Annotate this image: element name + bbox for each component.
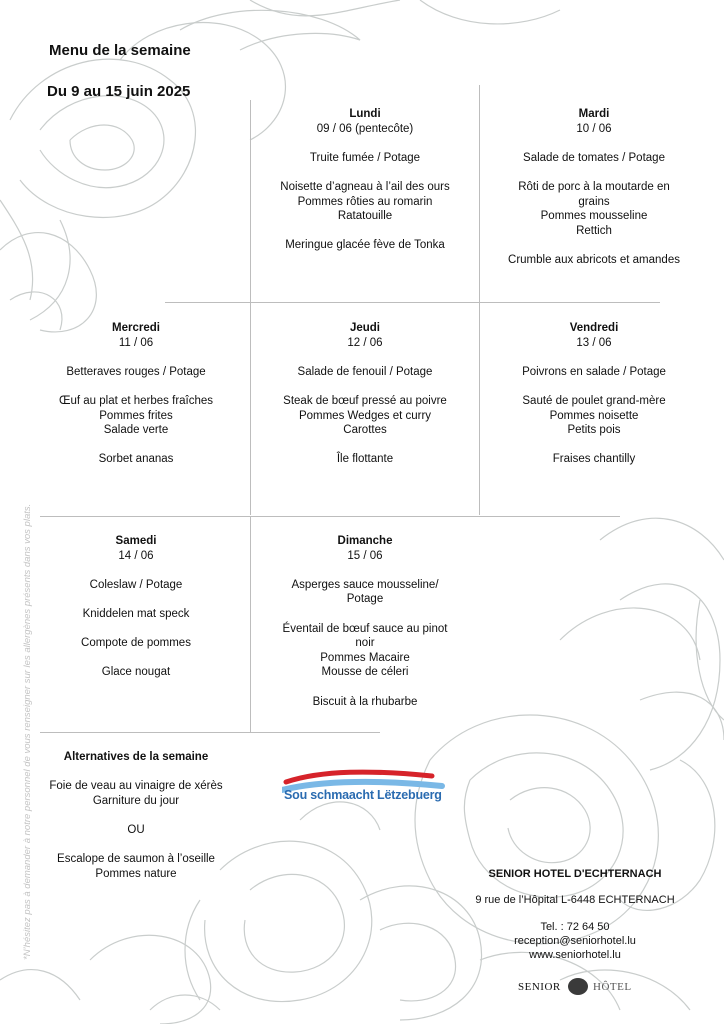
menu-line: Rôti de porc à la moutarde en bbox=[518, 180, 670, 193]
day-date: 09 / 06 (pentecôte) bbox=[316, 122, 414, 135]
menu-line: Carottes bbox=[343, 424, 387, 437]
divider-vertical-1 bbox=[250, 100, 251, 302]
hotel-tel: Tel. : 72 64 50 bbox=[540, 921, 610, 933]
day-name: Jeudi bbox=[349, 322, 381, 334]
senior-hotel-logo bbox=[518, 978, 638, 996]
menu-line: Œuf au plat et herbes fraîches bbox=[58, 394, 214, 407]
menu-line: Éventail de bœuf sauce au pinot bbox=[282, 622, 448, 635]
logo-text: Sou schmaacht Lëtzebuerg bbox=[284, 788, 442, 802]
day-name: Dimanche bbox=[337, 535, 393, 547]
menu-line: OU bbox=[127, 823, 145, 836]
alternatives-block bbox=[24, 750, 248, 881]
hotel-website: www.seniorhotel.lu bbox=[529, 949, 621, 961]
menu-line: Sorbet ananas bbox=[98, 453, 174, 466]
menu-line: Pommes rôties au romarin bbox=[297, 195, 433, 208]
day-cell-jeudi bbox=[253, 321, 477, 467]
divider-vertical-4 bbox=[479, 303, 480, 515]
hotel-emblem-icon bbox=[568, 978, 588, 995]
menu-line: Foie de veau au vinaigre de xérès bbox=[49, 780, 223, 793]
menu-line: Coleslaw / Potage bbox=[89, 578, 183, 591]
menu-line: Sauté de poulet grand-mère bbox=[522, 394, 666, 407]
day-date: 15 / 06 bbox=[347, 549, 383, 562]
day-cell-mercredi bbox=[24, 321, 248, 467]
menu-line: Petits pois bbox=[567, 424, 621, 437]
divider-vertical-2 bbox=[479, 85, 480, 302]
divider-horizontal-2 bbox=[40, 516, 620, 517]
day-date: 12 / 06 bbox=[347, 336, 383, 349]
menu-line: Betteraves rouges / Potage bbox=[66, 365, 206, 378]
sou-schmaacht-logo bbox=[282, 766, 448, 810]
menu-line: Pommes frites bbox=[99, 409, 173, 422]
divider-horizontal-1 bbox=[165, 302, 660, 303]
menu-line: Asperges sauce mousseline/ bbox=[291, 578, 439, 591]
menu-line: Compote de pommes bbox=[81, 637, 191, 650]
day-cell-lundi bbox=[253, 107, 477, 253]
hotel-email: reception@seniorhotel.lu bbox=[514, 935, 636, 947]
menu-line: Truite fumée / Potage bbox=[309, 151, 421, 164]
menu-line: grains bbox=[578, 195, 610, 208]
logo-word-hotel: HÔTEL bbox=[593, 981, 632, 993]
hotel-address: 9 rue de l’Hôpital L-6448 ECHTERNACH bbox=[475, 894, 675, 906]
day-date: 14 / 06 bbox=[118, 549, 154, 562]
day-cell-dimanche bbox=[253, 534, 477, 709]
menu-line: Pommes Wedges et curry bbox=[298, 409, 432, 422]
divider-vertical-3 bbox=[250, 303, 251, 515]
menu-line: Garniture du jour bbox=[92, 794, 180, 807]
divider-horizontal-3 bbox=[40, 732, 380, 733]
hotel-name: SENIOR HOTEL D'ECHTERNACH bbox=[488, 868, 662, 880]
menu-line: Fraises chantilly bbox=[552, 453, 636, 466]
day-name: Mardi bbox=[578, 108, 610, 120]
menu-line: noir bbox=[355, 637, 375, 650]
day-name: Lundi bbox=[349, 108, 381, 120]
menu-line: Poivrons en salade / Potage bbox=[522, 365, 666, 378]
menu-line: Pommes noisette bbox=[549, 409, 639, 422]
day-date: 10 / 06 bbox=[576, 122, 612, 135]
menu-line: Pommes Macaire bbox=[320, 651, 410, 664]
menu-line: Île flottante bbox=[336, 453, 394, 466]
menu-line: Salade de fenouil / Potage bbox=[297, 365, 433, 378]
day-name: Samedi bbox=[115, 535, 157, 547]
menu-line: Salade verte bbox=[103, 424, 169, 437]
day-name: Vendredi bbox=[569, 322, 619, 334]
logo-word-senior: SENIOR bbox=[518, 981, 561, 993]
day-cell-samedi bbox=[24, 534, 248, 680]
menu-line: Kniddelen mat speck bbox=[82, 607, 190, 620]
day-name: Mercredi bbox=[112, 322, 160, 334]
menu-line: Mousse de céleri bbox=[321, 666, 409, 679]
menu-line: Pommes nature bbox=[95, 867, 177, 880]
menu-line: Rettich bbox=[576, 224, 612, 237]
day-date: 13 / 06 bbox=[576, 336, 612, 349]
alternatives-title: Alternatives de la semaine bbox=[63, 751, 209, 763]
day-date: 11 / 06 bbox=[118, 336, 154, 349]
day-cell-mardi bbox=[482, 107, 706, 268]
hotel-info bbox=[440, 867, 710, 962]
menu-line: Noisette d’agneau à l’ail des ours bbox=[280, 180, 450, 193]
menu-line: Potage bbox=[346, 593, 384, 606]
page-title: Menu de la semaine bbox=[49, 42, 191, 59]
menu-line: Meringue glacée fève de Tonka bbox=[285, 239, 445, 252]
day-cell-vendredi bbox=[482, 321, 706, 467]
menu-line: Pommes mousseline bbox=[540, 210, 648, 223]
divider-vertical-5 bbox=[250, 517, 251, 732]
allergen-note: *N’hésitez pas à demander à notre personnel de vous renseigner sur les allergènes présents dans vos plats. bbox=[22, 503, 33, 960]
menu-line: Biscuit à la rhubarbe bbox=[312, 695, 418, 708]
menu-line: Steak de bœuf pressé au poivre bbox=[283, 394, 447, 407]
menu-line: Crumble aux abricots et amandes bbox=[508, 253, 680, 266]
menu-line: Ratatouille bbox=[337, 210, 393, 223]
week-dates: Du 9 au 15 juin 2025 bbox=[47, 83, 191, 100]
menu-line: Glace nougat bbox=[101, 666, 171, 679]
menu-line: Escalope de saumon à l’oseille bbox=[57, 853, 215, 866]
menu-line: Salade de tomates / Potage bbox=[523, 151, 665, 164]
